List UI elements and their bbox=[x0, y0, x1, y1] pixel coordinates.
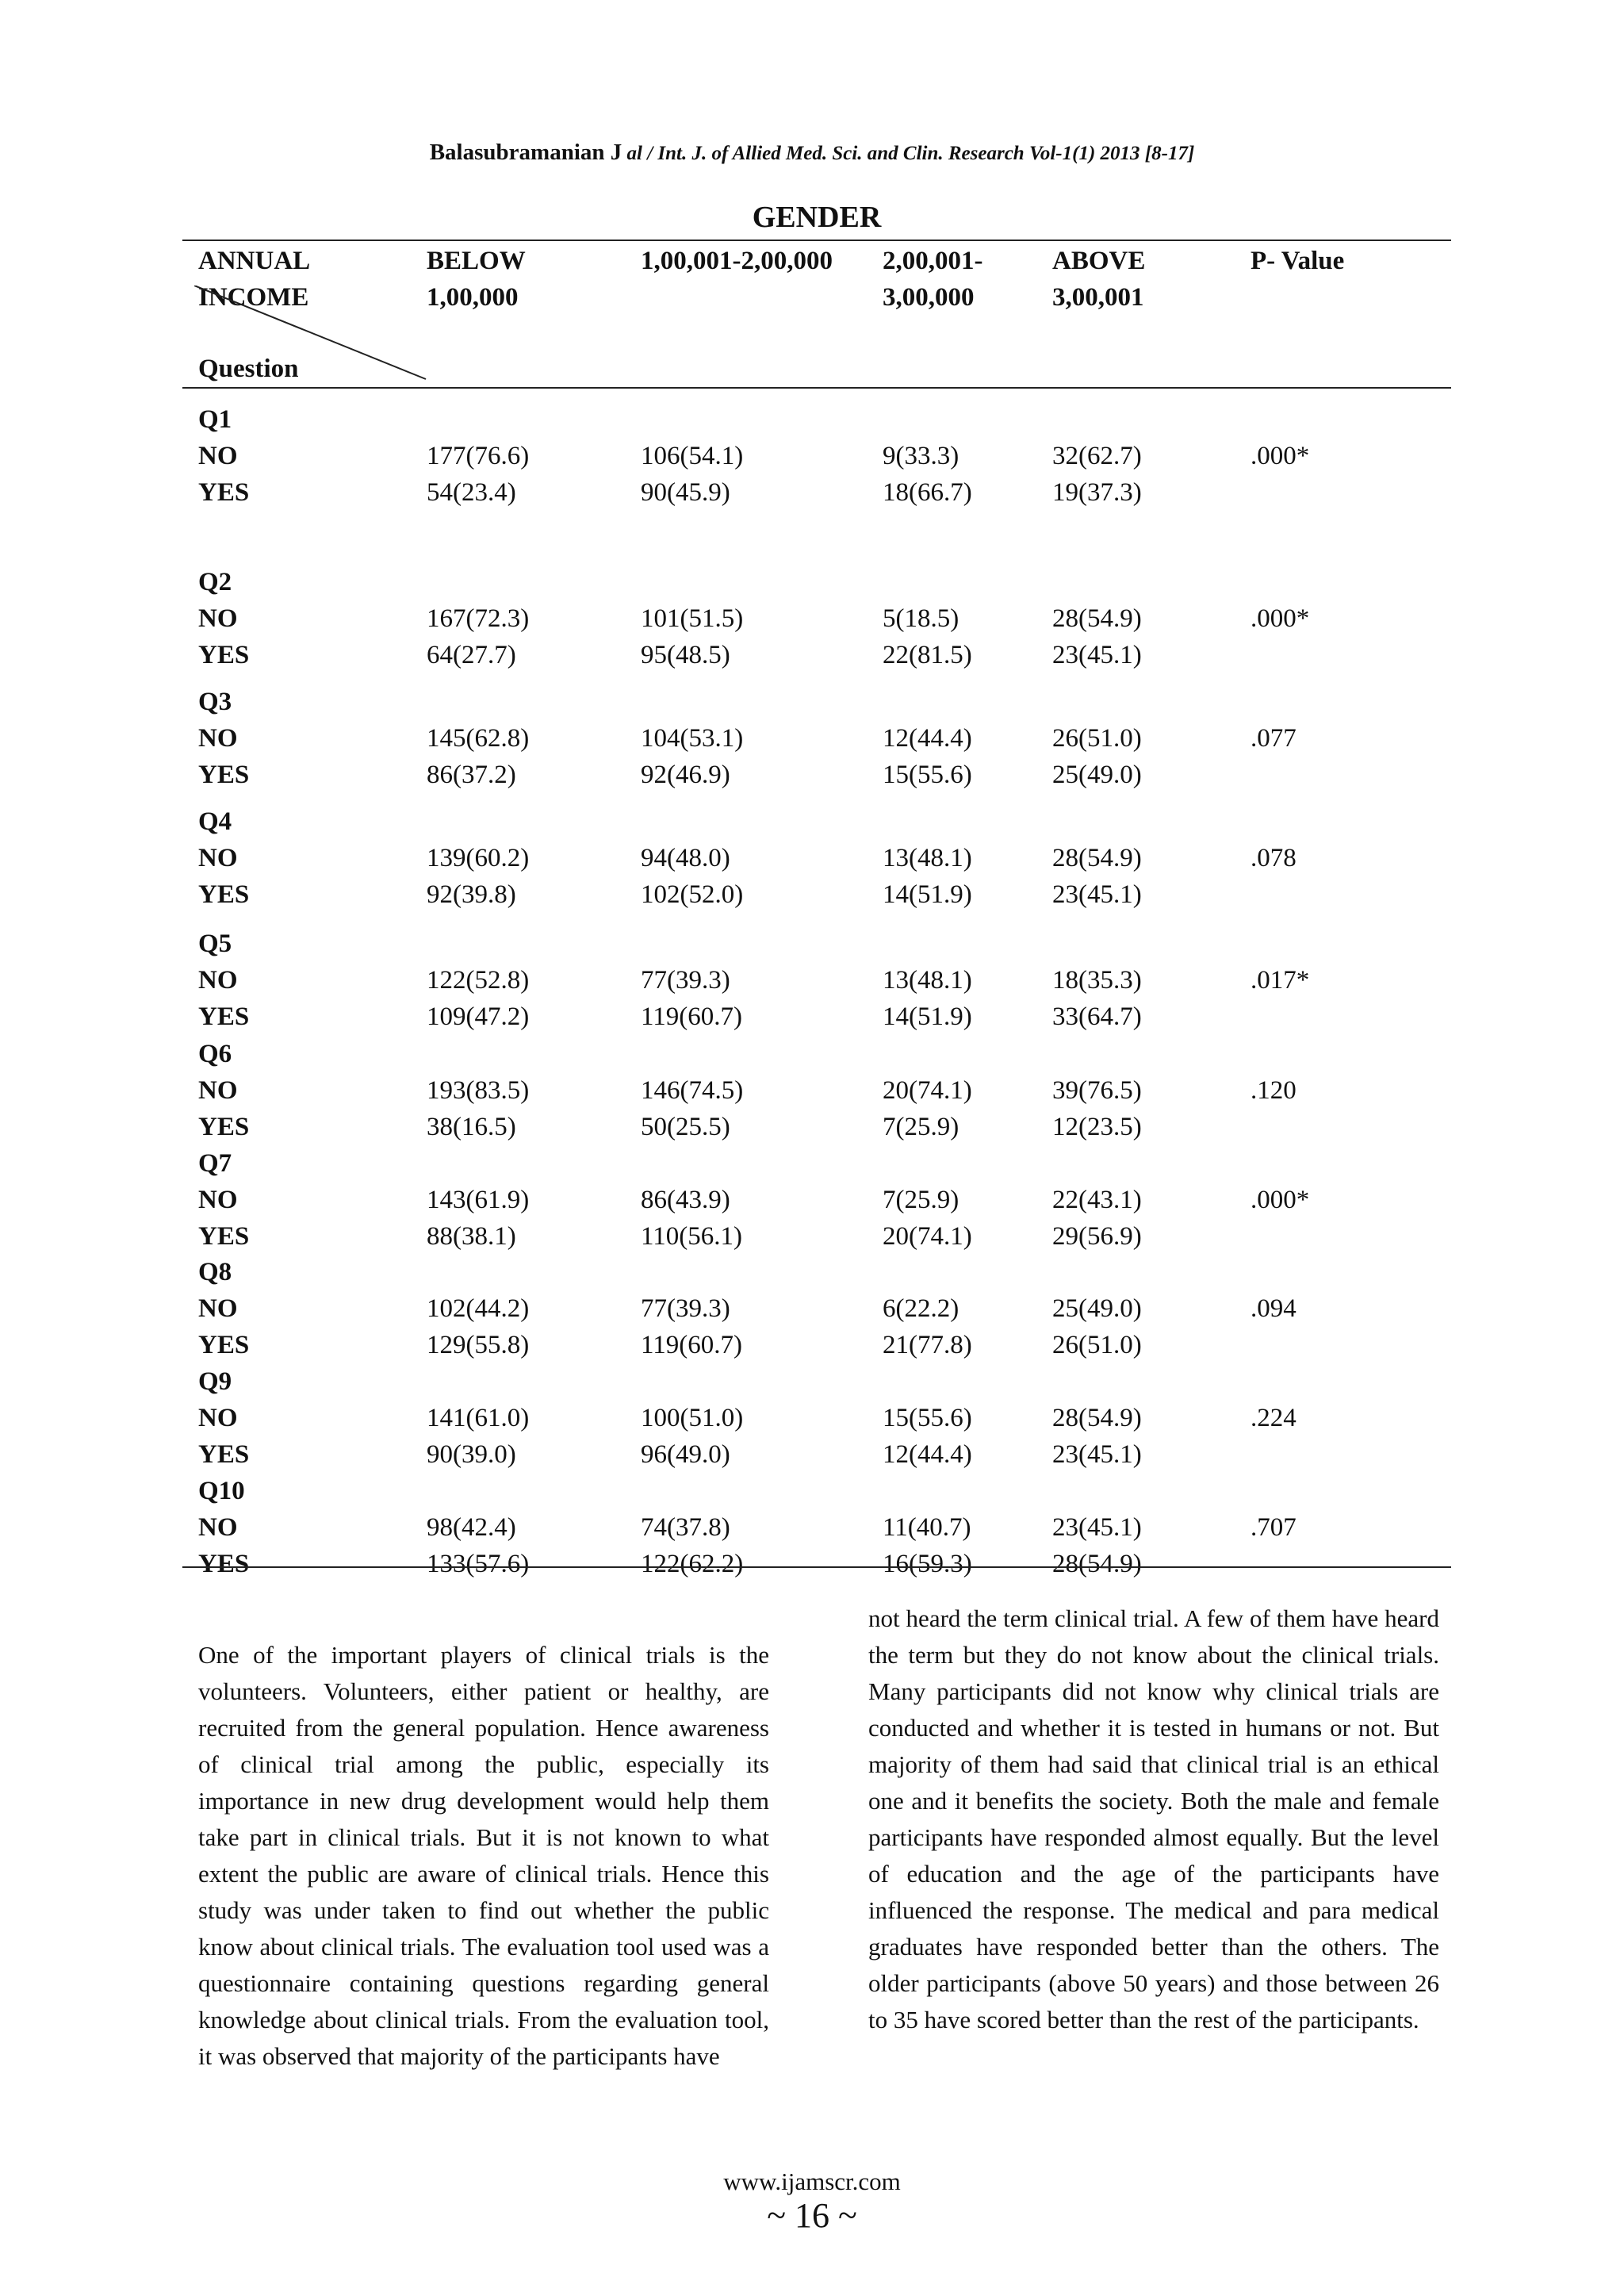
table-row-yes bbox=[0, 1436, 1624, 1473]
table-cell: 77(39.3) bbox=[641, 1294, 730, 1323]
table-cell: 133(57.6) bbox=[427, 1550, 530, 1578]
header-mid2: 2,00,001- 3,00,000 bbox=[883, 247, 983, 312]
question-label: Q2 bbox=[198, 568, 232, 596]
table-cell: 88(38.1) bbox=[427, 1222, 516, 1251]
row-label: YES bbox=[198, 1222, 250, 1251]
row-label: NO bbox=[198, 1404, 238, 1432]
table-cell: 13(48.1) bbox=[883, 966, 972, 995]
row-label: YES bbox=[198, 478, 250, 507]
question-row bbox=[0, 926, 1624, 962]
table-cell: 23(45.1) bbox=[1052, 1440, 1142, 1469]
question-row bbox=[0, 1036, 1624, 1072]
row-label: NO bbox=[198, 966, 238, 995]
table-cell: 64(27.7) bbox=[427, 641, 516, 669]
table-row-yes bbox=[0, 1546, 1624, 1582]
header-pvalue: P- Value bbox=[1251, 247, 1345, 275]
table-cell: 102(52.0) bbox=[641, 880, 744, 909]
table-header-rule bbox=[182, 387, 1451, 389]
table-cell: 14(51.9) bbox=[883, 1002, 972, 1031]
table-cell: 167(72.3) bbox=[427, 604, 530, 633]
table-cell: .224 bbox=[1251, 1404, 1297, 1432]
question-row bbox=[0, 401, 1624, 438]
table-cell: 145(62.8) bbox=[427, 724, 530, 753]
table-cell: 19(37.3) bbox=[1052, 478, 1142, 507]
table-cell: 7(25.9) bbox=[883, 1186, 959, 1214]
header-mid1: 1,00,001-2,00,000 bbox=[641, 247, 833, 275]
table-title: GENDER bbox=[752, 201, 882, 234]
table-cell: 101(51.5) bbox=[641, 604, 744, 633]
body-paragraph-right: not heard the term clinical trial. A few of them have heard the term but they do not know about the clinical trials. Many participants did not know why clinical trials are conducted and whether it is tested in humans or not. But majority of them had said that clinical trial is an ethical one and it benefits the society. Both the male and female participants have responded almost equally. But the level of education and the age of the participants have influenced the response. The medical and para medical graduates have responded better than the others. The older participants (above 50 years) and those between 26 to 35 have scored better than the rest of the participants. bbox=[868, 1604, 1439, 2033]
table-row-yes bbox=[0, 999, 1624, 1035]
table-cell: 119(60.7) bbox=[641, 1002, 743, 1031]
table-cell: .094 bbox=[1251, 1294, 1297, 1323]
row-label: YES bbox=[198, 641, 250, 669]
table-cell: 18(66.7) bbox=[883, 478, 972, 507]
table-cell: 18(35.3) bbox=[1052, 966, 1142, 995]
table-cell: 23(45.1) bbox=[1052, 1513, 1142, 1542]
table-cell: 9(33.3) bbox=[883, 442, 959, 470]
table-cell: .000* bbox=[1251, 1186, 1310, 1214]
table-cell: .707 bbox=[1251, 1513, 1297, 1542]
header-author: Balasubramanian J bbox=[429, 140, 622, 165]
table-cell: 94(48.0) bbox=[641, 844, 730, 872]
table-cell: 54(23.4) bbox=[427, 478, 516, 507]
table-cell: 86(37.2) bbox=[427, 761, 516, 789]
question-row bbox=[0, 1145, 1624, 1182]
table-cell: 139(60.2) bbox=[427, 844, 530, 872]
table-bottom-rule bbox=[182, 1566, 1451, 1568]
table-row-yes bbox=[0, 474, 1624, 511]
table-cell: 193(83.5) bbox=[427, 1076, 530, 1105]
row-label: NO bbox=[198, 724, 238, 753]
table-cell: 29(56.9) bbox=[1052, 1222, 1142, 1251]
header-question: Question bbox=[198, 355, 299, 383]
table-cell: 146(74.5) bbox=[641, 1076, 744, 1105]
row-label: YES bbox=[198, 1002, 250, 1031]
table-cell: 32(62.7) bbox=[1052, 442, 1142, 470]
table-cell: .078 bbox=[1251, 844, 1297, 872]
table-cell: 122(62.2) bbox=[641, 1550, 744, 1578]
question-label: Q10 bbox=[198, 1477, 245, 1505]
table-row-no bbox=[0, 1400, 1624, 1436]
table-row-no bbox=[0, 720, 1624, 757]
row-label: YES bbox=[198, 1550, 250, 1578]
row-label: YES bbox=[198, 1440, 250, 1469]
question-label: Q8 bbox=[198, 1258, 232, 1286]
table-cell: 22(81.5) bbox=[883, 641, 972, 669]
table-cell: 28(54.9) bbox=[1052, 604, 1142, 633]
table-row-no bbox=[0, 438, 1624, 474]
question-label: Q4 bbox=[198, 807, 232, 836]
question-label: Q7 bbox=[198, 1149, 232, 1178]
table-cell: 25(49.0) bbox=[1052, 761, 1142, 789]
table-row-yes bbox=[0, 1218, 1624, 1255]
table-cell: 5(18.5) bbox=[883, 604, 959, 633]
question-row bbox=[0, 684, 1624, 720]
row-label: YES bbox=[198, 880, 250, 909]
header-below: BELOW 1,00,000 bbox=[427, 247, 526, 312]
table-cell: 16(59.3) bbox=[883, 1550, 972, 1578]
footer-url: www.ijamscr.com bbox=[723, 2168, 901, 2195]
table-cell: 129(55.8) bbox=[427, 1331, 530, 1359]
table-row-no bbox=[0, 1509, 1624, 1546]
header-diagonal-line bbox=[194, 286, 432, 381]
page-number: ~ 16 ~ bbox=[767, 2196, 857, 2235]
table-row-no bbox=[0, 600, 1624, 637]
table-row-no bbox=[0, 1182, 1624, 1218]
table-cell: 141(61.0) bbox=[427, 1404, 530, 1432]
table-cell: 28(54.9) bbox=[1052, 844, 1142, 872]
table-cell: 86(43.9) bbox=[641, 1186, 730, 1214]
table-cell: .077 bbox=[1251, 724, 1297, 753]
row-label: NO bbox=[198, 1076, 238, 1105]
table-cell: .017* bbox=[1251, 966, 1310, 995]
question-row bbox=[0, 1473, 1624, 1509]
table-cell: 39(76.5) bbox=[1052, 1076, 1142, 1105]
table-cell: 6(22.2) bbox=[883, 1294, 959, 1323]
table-cell: 109(47.2) bbox=[427, 1002, 530, 1031]
table-cell: 26(51.0) bbox=[1052, 1331, 1142, 1359]
row-label: NO bbox=[198, 604, 238, 633]
question-row bbox=[0, 1363, 1624, 1400]
table-cell: .000* bbox=[1251, 442, 1310, 470]
table-cell: 96(49.0) bbox=[641, 1440, 730, 1469]
table-cell: 21(77.8) bbox=[883, 1331, 972, 1359]
header-annual-income: ANNUAL INCOME bbox=[198, 247, 311, 312]
table-top-rule bbox=[182, 240, 1451, 241]
question-label: Q3 bbox=[198, 688, 232, 716]
question-row bbox=[0, 1254, 1624, 1290]
row-label: NO bbox=[198, 1513, 238, 1542]
question-label: Q1 bbox=[198, 405, 232, 434]
question-label: Q9 bbox=[198, 1367, 232, 1396]
row-label: YES bbox=[198, 1331, 250, 1359]
table-cell: 90(45.9) bbox=[641, 478, 730, 507]
table-cell: 12(44.4) bbox=[883, 724, 972, 753]
table-cell: 104(53.1) bbox=[641, 724, 744, 753]
header-above: ABOVE 3,00,001 bbox=[1052, 247, 1146, 312]
table-row-no bbox=[0, 962, 1624, 999]
row-label: NO bbox=[198, 1294, 238, 1323]
table-cell: 77(39.3) bbox=[641, 966, 730, 995]
row-label: NO bbox=[198, 1186, 238, 1214]
table-cell: 28(54.9) bbox=[1052, 1404, 1142, 1432]
table-cell: 38(16.5) bbox=[427, 1113, 516, 1141]
table-row-no bbox=[0, 1072, 1624, 1109]
table-cell: 122(52.8) bbox=[427, 966, 530, 995]
running-header bbox=[0, 140, 1624, 166]
table-cell: 74(37.8) bbox=[641, 1513, 730, 1542]
table-cell: 119(60.7) bbox=[641, 1331, 743, 1359]
table-cell: 92(46.9) bbox=[641, 761, 730, 789]
table-row-yes bbox=[0, 876, 1624, 913]
table-cell: 110(56.1) bbox=[641, 1222, 743, 1251]
table-cell: 26(51.0) bbox=[1052, 724, 1142, 753]
table-row-yes bbox=[0, 1327, 1624, 1363]
header-citation: al / Int. J. of Allied Med. Sci. and Clin. Research Vol-1(1) 2013 [8-17] bbox=[622, 143, 1195, 164]
question-label: Q6 bbox=[198, 1040, 232, 1068]
table-row-yes bbox=[0, 757, 1624, 793]
row-label: NO bbox=[198, 442, 238, 470]
table-cell: 95(48.5) bbox=[641, 641, 730, 669]
table-cell: .000* bbox=[1251, 604, 1310, 633]
table-cell: 177(76.6) bbox=[427, 442, 530, 470]
table-row-yes bbox=[0, 637, 1624, 673]
table-cell: 143(61.9) bbox=[427, 1186, 530, 1214]
table-row-no bbox=[0, 1290, 1624, 1327]
table-cell: 12(44.4) bbox=[883, 1440, 972, 1469]
table-cell: 25(49.0) bbox=[1052, 1294, 1142, 1323]
row-label: YES bbox=[198, 761, 250, 789]
table-cell: 13(48.1) bbox=[883, 844, 972, 872]
table-cell: 20(74.1) bbox=[883, 1222, 972, 1251]
table-cell: .120 bbox=[1251, 1076, 1297, 1105]
table-cell: 20(74.1) bbox=[883, 1076, 972, 1105]
table-cell: 33(64.7) bbox=[1052, 1002, 1142, 1031]
table-cell: 50(25.5) bbox=[641, 1113, 730, 1141]
table-row-yes bbox=[0, 1109, 1624, 1145]
question-label: Q5 bbox=[198, 930, 232, 958]
table-cell: 23(45.1) bbox=[1052, 641, 1142, 669]
table-cell: 106(54.1) bbox=[641, 442, 744, 470]
question-row bbox=[0, 803, 1624, 840]
table-cell: 15(55.6) bbox=[883, 1404, 972, 1432]
row-label: NO bbox=[198, 844, 238, 872]
table-cell: 90(39.0) bbox=[427, 1440, 516, 1469]
table-cell: 12(23.5) bbox=[1052, 1113, 1142, 1141]
table-row-no bbox=[0, 840, 1624, 876]
table-cell: 92(39.8) bbox=[427, 880, 516, 909]
table-cell: 22(43.1) bbox=[1052, 1186, 1142, 1214]
table-cell: 98(42.4) bbox=[427, 1513, 516, 1542]
table-cell: 15(55.6) bbox=[883, 761, 972, 789]
row-label: YES bbox=[198, 1113, 250, 1141]
table-cell: 102(44.2) bbox=[427, 1294, 530, 1323]
table-cell: 28(54.9) bbox=[1052, 1550, 1142, 1578]
table-cell: 7(25.9) bbox=[883, 1113, 959, 1141]
table-cell: 14(51.9) bbox=[883, 880, 972, 909]
table-cell: 23(45.1) bbox=[1052, 880, 1142, 909]
question-row bbox=[0, 564, 1624, 600]
body-paragraph-left: One of the important players of clinical trials is the volunteers. Volunteers, either patient or healthy, are recruited from the general population. Hence awareness of clinical trial among the public, especially its importance in new drug development would help them take part in clinical trials. But it is not known to what extent the public are aware of clinical trials. Hence this study was under taken to find out whether the public know about clinical trials. The evaluation tool used was a questionnaire containing questions regarding general knowledge about clinical trials. From the evaluation tool, it was observed that majority of the participants have bbox=[198, 1641, 769, 2070]
table-cell: 11(40.7) bbox=[883, 1513, 971, 1542]
table-cell: 100(51.0) bbox=[641, 1404, 744, 1432]
